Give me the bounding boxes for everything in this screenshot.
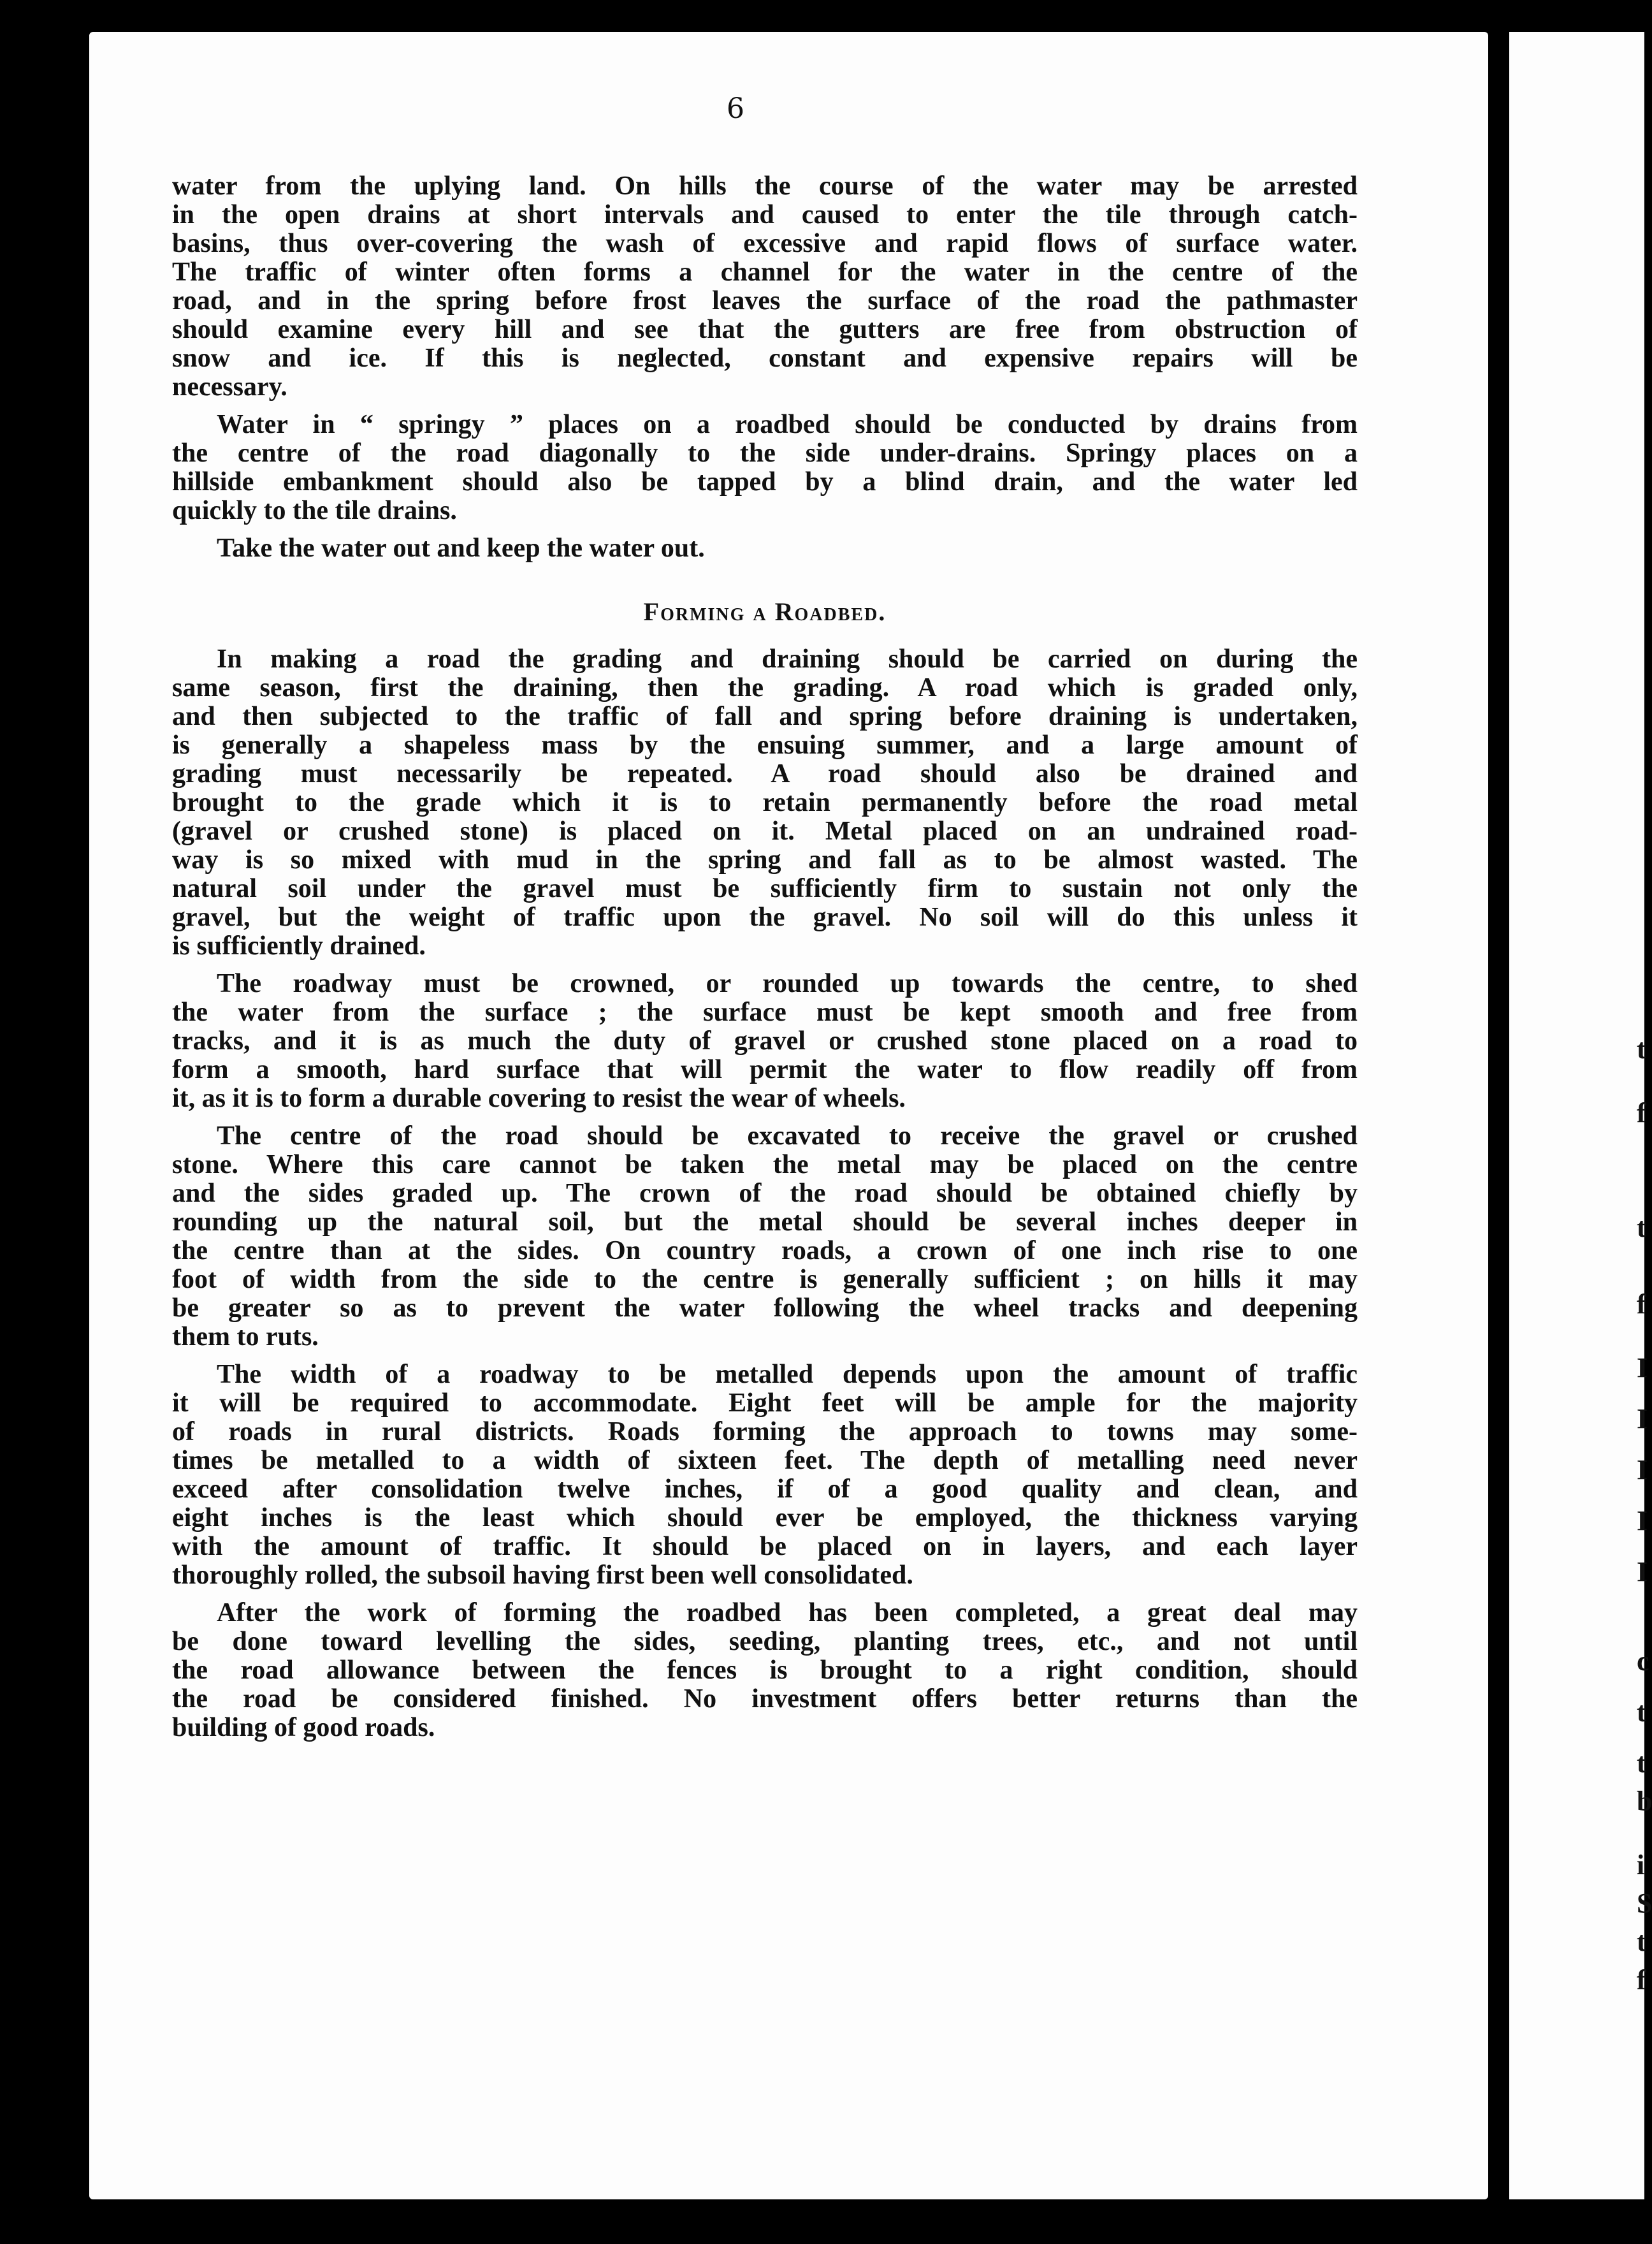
facing-page-letter: I xyxy=(1637,1556,1648,1587)
text-line: the centre than at the sides. On country roads, a crown of one inch rise to one xyxy=(172,1236,1358,1265)
text-line: it will be required to accommodate. Eight feet will be ample for the majority xyxy=(172,1388,1358,1418)
text-line: (gravel or crushed stone) is placed on it. Metal placed on an undrained road- xyxy=(172,817,1358,846)
facing-page-letter: f xyxy=(1637,1288,1646,1320)
text-line: same season, first the draining, then the grading. A road which is graded only, xyxy=(172,673,1358,703)
facing-page-letter: f xyxy=(1637,1964,1646,1995)
text-line: Water in “ springy ” places on a roadbed should be conducted by drains from xyxy=(217,410,1358,439)
text-line: and the sides graded up. The crown of the road should be obtained chiefly by xyxy=(172,1179,1358,1208)
facing-page-letter: t xyxy=(1637,1926,1646,1957)
text-line: brought to the grade which it is to retain permanently before the road metal xyxy=(172,788,1358,817)
text-line: eight inches is the least which should ever be employed, the thickness varying xyxy=(172,1503,1358,1533)
text-line: it, as it is to form a durable covering to resist the wear of wheels. xyxy=(172,1084,906,1113)
text-line: of roads in rural districts. Roads forming the approach to towns may some- xyxy=(172,1417,1358,1446)
text-line: foot of width from the side to the centre is generally sufficient ; on hills it may xyxy=(172,1265,1358,1294)
paragraph xyxy=(172,172,1358,402)
text-line: The traffic of winter often forms a channel for the water in the centre of the xyxy=(172,258,1358,287)
section-heading: Forming a Roadbed. xyxy=(643,597,887,626)
text-line: Take the water out and keep the water out. xyxy=(217,534,705,563)
facing-page-letter: t xyxy=(1637,1696,1646,1728)
paragraph xyxy=(172,645,1358,961)
facing-page-letter: b xyxy=(1637,1786,1652,1817)
facing-page-letter: I xyxy=(1637,1505,1648,1536)
text-line: the road allowance between the fences is brought to a right condition, should xyxy=(172,1656,1358,1685)
text-line: and then subjected to the traffic of fall and spring before draining is undertaken, xyxy=(172,702,1358,731)
text-line: thoroughly rolled, the subsoil having first been well consolidated. xyxy=(172,1561,913,1590)
text-line: The centre of the road should be excavated to receive the gravel or crushed xyxy=(217,1121,1358,1151)
right-page-edge xyxy=(1509,32,1644,2199)
facing-page-letter: I xyxy=(1637,1454,1648,1485)
text-line: hillside embankment should also be tapped by a blind drain, and the water led xyxy=(172,467,1358,497)
text-line: be greater so as to prevent the water following the wheel tracks and deepening xyxy=(172,1293,1358,1323)
text-line: grading must necessarily be repeated. A road should also be drained and xyxy=(172,759,1358,789)
text-line: basins, thus over-covering the wash of excessive and rapid flows of surface water. xyxy=(172,229,1358,258)
text-line: necessary. xyxy=(172,372,287,402)
facing-page-letter: c xyxy=(1637,1645,1649,1677)
text-line: gravel, but the weight of traffic upon the gravel. No soil will do this unless it xyxy=(172,903,1358,932)
text-line: The width of a roadway to be metalled depends upon the amount of traffic xyxy=(217,1360,1358,1389)
text-line: in the open drains at short intervals and caused to enter the tile through catch- xyxy=(172,200,1358,229)
facing-page-letter: I xyxy=(1637,1352,1648,1383)
paragraph xyxy=(172,1599,1358,1742)
facing-page-letter: I xyxy=(1637,1403,1648,1434)
text-line: with the amount of traffic. It should be placed on in layers, and each layer xyxy=(172,1532,1358,1561)
text-line: them to ruts. xyxy=(172,1322,319,1352)
text-line: In making a road the grading and draining should be carried on during the xyxy=(217,645,1358,674)
facing-page-letter: S xyxy=(1637,1888,1652,1919)
text-line: is generally a shapeless mass by the ensuing summer, and a large amount of xyxy=(172,731,1358,760)
text-line: times be metalled to a width of sixteen feet. The depth of metalling need never xyxy=(172,1446,1358,1475)
text-line: exceed after consolidation twelve inches, if of a good quality and clean, and xyxy=(172,1475,1358,1504)
text-line: is sufficiently drained. xyxy=(172,931,426,961)
paragraph xyxy=(172,411,1358,525)
facing-page-letter: t xyxy=(1637,1212,1646,1243)
text-line: tracks, and it is as much the duty of gravel or crushed stone placed on a road to xyxy=(172,1026,1358,1056)
text-line: form a smooth, hard surface that will permit the water to flow readily off from xyxy=(172,1055,1358,1084)
text-line: natural soil under the gravel must be sufficiently firm to sustain not only the xyxy=(172,874,1358,903)
facing-page-letter: t xyxy=(1637,1747,1646,1779)
text-line: the water from the surface ; the surface must be kept smooth and free from xyxy=(172,998,1358,1027)
text-line: the road be considered finished. No investment offers better returns than the xyxy=(172,1684,1358,1714)
text-line: building of good roads. xyxy=(172,1713,435,1742)
text-line: The roadway must be crowned, or rounded up towards the centre, to shed xyxy=(217,969,1358,998)
text-line: stone. Where this care cannot be taken the metal may be placed on the centre xyxy=(172,1150,1358,1179)
page-number: 6 xyxy=(727,92,744,125)
text-line: be done toward levelling the sides, seeding, planting trees, etc., and not until xyxy=(172,1627,1358,1656)
text-line: water from the uplying land. On hills the course of the water may be arrested xyxy=(172,171,1358,201)
paragraph xyxy=(172,1122,1358,1352)
text-line: way is so mixed with mud in the spring and fall as to be almost wasted. The xyxy=(172,845,1358,875)
facing-page-letter: f xyxy=(1637,1097,1646,1128)
body-text xyxy=(172,172,1358,1751)
text-line: the centre of the road diagonally to the side under-drains. Springy places on a xyxy=(172,439,1358,468)
paragraph xyxy=(172,970,1358,1113)
facing-page-letter: t xyxy=(1637,1033,1646,1065)
paragraph xyxy=(172,1360,1358,1590)
text-line: rounding up the natural soil, but the metal should be several inches deeper in xyxy=(172,1207,1358,1237)
text-line: snow and ice. If this is neglected, constant and expensive repairs will be xyxy=(172,344,1358,373)
text-line: quickly to the tile drains. xyxy=(172,496,457,525)
facing-page-letter: i xyxy=(1637,1849,1645,1881)
text-line: After the work of forming the roadbed has been completed, a great deal may xyxy=(217,1598,1358,1628)
paragraph xyxy=(172,534,1358,563)
text-line: should examine every hill and see that the gutters are free from obstruction of xyxy=(172,315,1358,344)
text-line: road, and in the spring before frost leaves the surface of the road the pathmaster xyxy=(172,286,1358,316)
